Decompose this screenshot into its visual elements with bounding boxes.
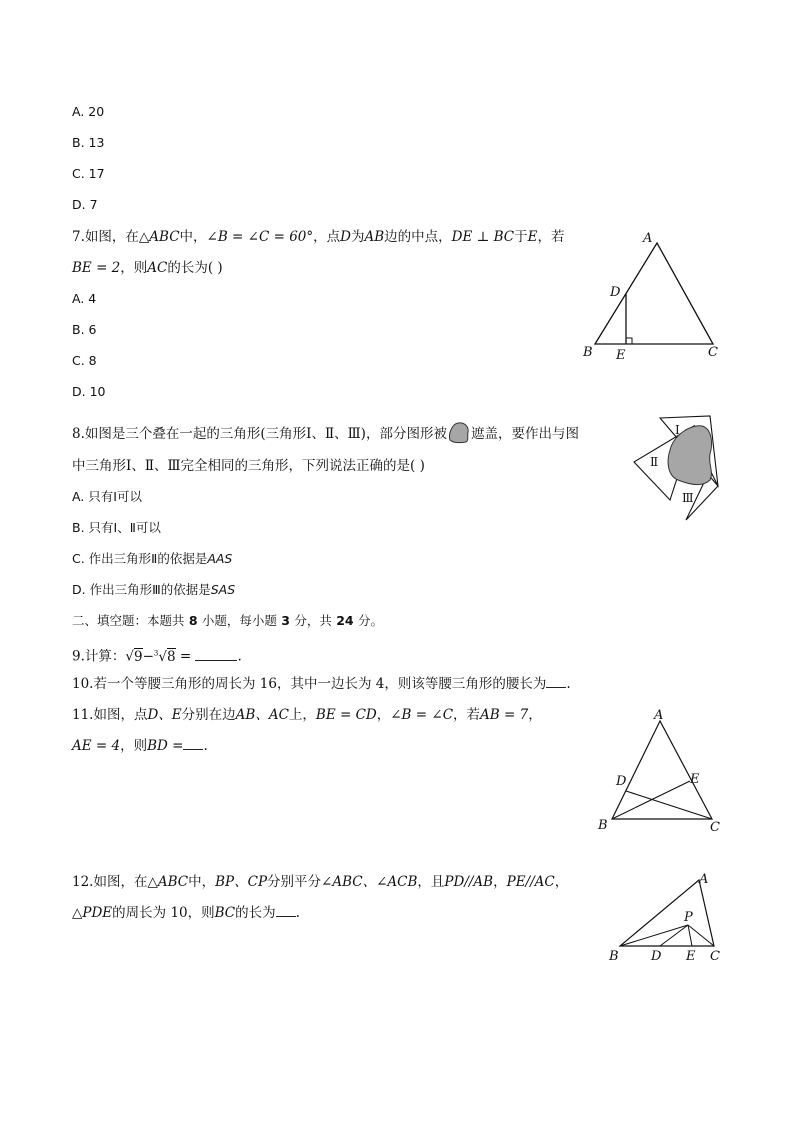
q7-option-a: A. 4: [72, 291, 97, 306]
triangle-abc: [612, 721, 712, 819]
answer-blank[interactable]: [183, 737, 203, 750]
sqrt-9: √9: [125, 648, 143, 665]
q6-option-d: D. 7: [72, 197, 98, 212]
label-e: E: [686, 949, 696, 964]
label-a: A: [654, 708, 664, 723]
q11-stem-line2: AE = 4，则BD = .: [72, 738, 208, 754]
segment-bp: [620, 925, 688, 946]
q8-option-b: B. 只有Ⅰ、Ⅱ可以: [72, 520, 161, 535]
q8-option-a: A. 只有Ⅰ可以: [72, 489, 142, 504]
q6-option-a: A. 20: [72, 104, 105, 119]
label-d: D: [651, 949, 662, 964]
right-angle-mark: [626, 338, 632, 344]
q7-stem-line2: BE = 2，则AC的长为( ): [72, 260, 223, 276]
q9-stem: 9.计算：√9−$^3$√8 = .: [72, 648, 242, 665]
label-d: D: [610, 285, 621, 300]
triangle-abc: [620, 880, 714, 946]
q7-triangle-figure: [580, 228, 730, 372]
q6-option-b: B. 13: [72, 135, 105, 150]
q11-triangle-figure: [590, 705, 730, 844]
q8-stem-line2: 中三角形Ⅰ、Ⅱ、Ⅲ完全相同的三角形，下列说法正确的是( ): [72, 458, 425, 474]
label-c: C: [708, 345, 718, 360]
label-a: A: [699, 872, 709, 887]
q8-stem-line1: 8.如图是三个叠在一起的三角形(三角形Ⅰ、Ⅱ、Ⅲ)，部分图形被 遮盖，要作出与图: [72, 420, 579, 449]
q7-option-d: D. 10: [72, 384, 106, 399]
label-i: Ⅰ: [675, 423, 680, 437]
label-iii: Ⅲ: [682, 491, 694, 505]
label-e: E: [690, 772, 700, 787]
label-b: B: [583, 345, 593, 360]
q10-stem: 10.若一个等腰三角形的周长为 16，其中一边长为 4，则该等腰三角形的腰长为 .: [72, 676, 571, 692]
q8-option-c: C. 作出三角形Ⅱ的依据是AAS: [72, 551, 233, 566]
label-e: E: [616, 348, 626, 363]
label-ii: Ⅱ: [650, 455, 659, 469]
q7-option-c: C. 8: [72, 353, 97, 368]
segment-pd: [660, 925, 688, 946]
answer-blank[interactable]: [195, 648, 237, 661]
label-c: C: [710, 949, 720, 964]
q7-option-b: B. 6: [72, 322, 97, 337]
label-b: B: [598, 818, 608, 833]
label-p: P: [684, 910, 693, 925]
q6-option-c: C. 17: [72, 166, 105, 181]
q8-option-d: D. 作出三角形Ⅲ的依据是SAS: [72, 582, 236, 597]
label-d: D: [616, 774, 627, 789]
label-b: B: [609, 949, 619, 964]
section-2-heading: 二、填空题：本题共 8 小题，每小题 3 分，共 24 分。: [72, 613, 383, 628]
q12-triangle-figure: [600, 868, 730, 972]
q11-stem-line1: 11.如图，点D、E分别在边AB、AC上，BE = CD，∠B = ∠C，若AB = 7，: [72, 707, 542, 723]
label-c: C: [710, 820, 720, 835]
answer-blank[interactable]: [276, 904, 296, 917]
answer-blank[interactable]: [546, 675, 566, 688]
q12-stem-line2: △PDE的周长为 10，则BC的长为 .: [72, 905, 300, 921]
q12-stem-line1: 12.如图，在△ABC中，BP、CP分别平分∠ABC、∠ACB，且PD//AB，PE//AC，: [72, 874, 569, 890]
label-a: A: [643, 231, 653, 246]
cbrt-8: $^3$√8: [153, 648, 176, 665]
q8-overlapping-triangles-figure: [630, 410, 730, 529]
cover-blob-icon: [447, 420, 471, 449]
q7-stem-line1: 7.如图，在△ABC中，∠B = ∠C = 60°，点D为AB边的中点，DE ⊥ BC于E，若: [72, 229, 565, 245]
